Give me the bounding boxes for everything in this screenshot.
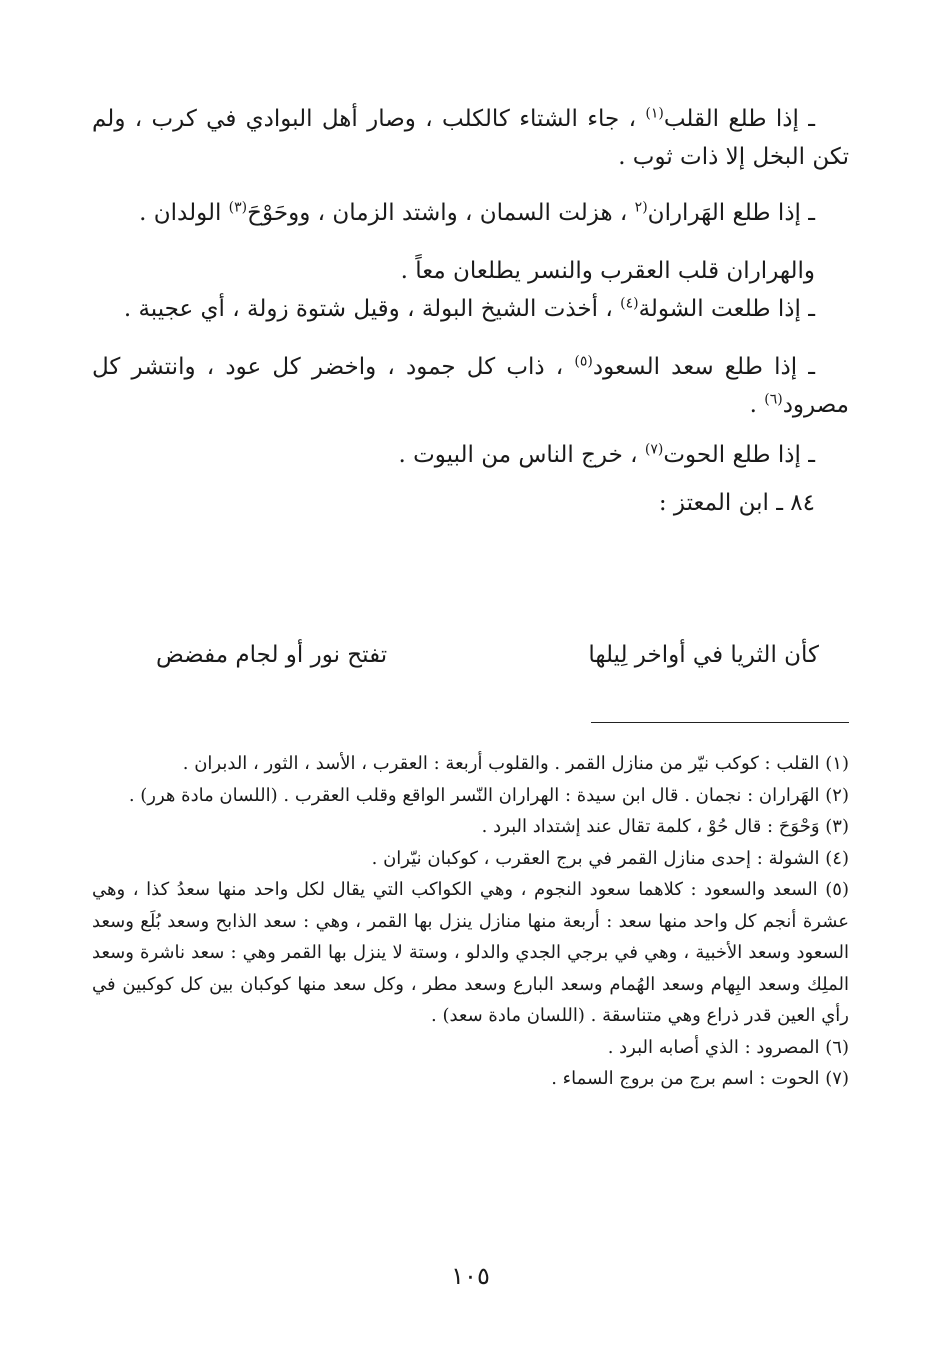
paragraph-text: ، جاء الشتاء كالكلب ، وصار أهل البوادي في كرب ، ولم تكن البخل إلا ذات ثوب .: [92, 106, 849, 170]
footnote-3: (٣) وَحْوَحَ : قال حُوْ ، كلمة تقال عند إشتداد البرد .: [481, 816, 849, 837]
footnote-ref: (١): [645, 105, 664, 122]
footnote-ref: (٦): [764, 391, 783, 408]
footnote-4: (٤) الشولة : إحدى منازل القمر في برج العقرب ، كوكبان نيّران .: [371, 847, 849, 869]
footnote-ref: (٤): [620, 295, 639, 312]
footnote-6: (٦) المصرود : الذي أصابه البرد .: [607, 1036, 849, 1058]
footnote-ref: (٥): [574, 353, 593, 370]
paragraph-explanation: [92, 252, 849, 290]
paragraph-qalb: [92, 100, 849, 176]
footnote-1: (١) القلب : كوكب نيّر من منازل القمر . والقلوب أربعة : العقرب ، الأسد ، الثور ، الدبران .: [182, 753, 849, 774]
footnote-5: (٥) السعد والسعود : كلاهما سعود النجوم ، وهي الكواكب التي يقال لكل واحد منها سعدُ كذا ، وهي عشرة أنجم كل واحد منها سعد : أربعة منها منازل ينزل بها القمر ، وهي : سعد الذابح وسعد بُلَع وسعد السعود وسعد الأخبية ، وهي في برجي الجدي والدلو ، وستة لا ينزل بها القمر وهي : سعد ناشرة وسعد الملِك وسعد البِهام وسعد الهُمام وسعد البارع وسعد مطر ، وكل سعد منها كوكبان بين كل كوكبين في رأي العين قدر ذراع وهي متناسقة . (اللسان مادة سعد) .: [92, 879, 849, 1026]
verse-first-hemistich: كأن الثريا في أواخر لِيلها: [588, 642, 819, 668]
footnote-7: (٧) الحوت : اسم برج من بروج السماء .: [551, 1068, 849, 1089]
paragraph-hararan: [92, 194, 849, 232]
paragraph-text: ـ إذا طلعت الشولة: [638, 296, 815, 322]
page-number: ١٠٥: [451, 1262, 490, 1290]
paragraph-hut: [92, 436, 849, 474]
poetry-verse: [92, 642, 849, 686]
poet-heading: [92, 484, 849, 522]
paragraph-text: .: [749, 392, 765, 418]
paragraph-text: ، هزلت السمان ، واشتد الزمان ، ووحَوْحَ: [247, 200, 635, 226]
footnote-ref: (٧): [644, 441, 664, 458]
verse-second-hemistich: تفتح نور أو لجام مفضض: [156, 642, 388, 668]
paragraph-text: ـ إذا طلع الهَراران: [647, 200, 815, 226]
paragraph-text: والهراران قلب العقرب والنسر يطلعان معاً .: [400, 258, 815, 284]
footnotes: [92, 748, 849, 1095]
paragraph-shawla: [92, 290, 849, 328]
footnote-separator: [591, 722, 849, 723]
paragraph-text: ـ إذا طلع سعد السعود: [592, 354, 816, 380]
paragraph-text: الولدان .: [139, 200, 229, 226]
paragraph-text: ـ إذا طلع القلب: [663, 106, 815, 132]
paragraph-text: ٨٤ ـ ابن المعتز :: [658, 490, 815, 516]
paragraph-text: ، أخذت الشيخ البولة ، وقيل شتوة زولة ، أي عجيبة .: [123, 296, 621, 322]
footnote-ref: (٢: [634, 199, 648, 216]
footnote-2: (٢) الهَراران : نجمان . قال ابن سيدة : الهراران النّسر الواقع وقلب العقرب . (اللسان مادة هرر) .: [128, 784, 849, 806]
paragraph-text: ـ إذا طلع الحوت: [663, 442, 815, 468]
footnote-ref: (٣): [228, 199, 248, 216]
paragraph-saad: [92, 348, 849, 424]
paragraph-text: ، خرج الناس من البيوت .: [398, 442, 645, 468]
main-text: [92, 100, 849, 522]
paragraph-text: ، ذاب كل جمود ، واخضر كل عود ، وانتشر كل مصرود: [92, 354, 849, 418]
